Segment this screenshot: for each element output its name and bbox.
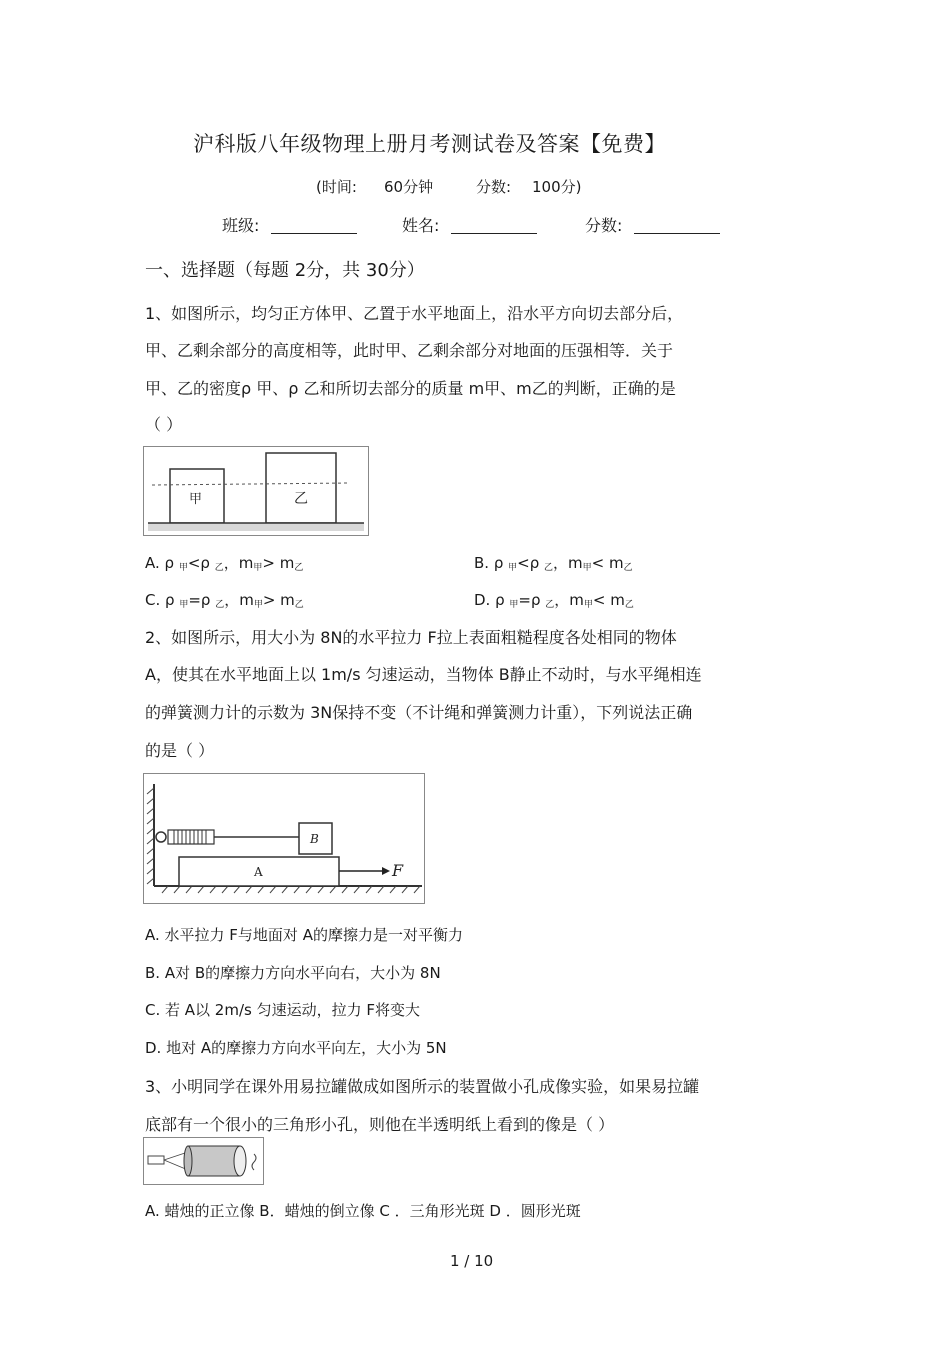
q2-line-4: 的是（ ） bbox=[145, 741, 215, 760]
page-number: 1 / 10 bbox=[450, 1252, 494, 1270]
q1-line-1: 1、如图所示，均匀正方体甲、乙置于水平地面上，沿水平方向切去部分后， bbox=[145, 304, 684, 323]
q2-option-c[interactable]: C. 若 A以 2m/s 匀速运动，拉力 F将变大 bbox=[145, 1001, 420, 1019]
name-field[interactable] bbox=[402, 213, 537, 236]
class-field[interactable] bbox=[222, 213, 357, 236]
q2-line-1: 2、如图所示，用大小为 8N的水平拉力 F拉上表面粗糙程度各处相同的物体 bbox=[145, 628, 677, 647]
score-blank[interactable] bbox=[634, 217, 720, 234]
document-title: 沪科版八年级物理上册月考测试卷及答案【免费】 bbox=[193, 132, 666, 156]
name-blank[interactable] bbox=[451, 217, 537, 234]
time-label: (时间: bbox=[316, 178, 357, 196]
score-label: 分数: bbox=[476, 178, 512, 196]
force-f-label: F bbox=[392, 861, 404, 880]
q2-option-d[interactable]: D. 地对 A的摩擦力方向水平向左，大小为 5N bbox=[145, 1039, 447, 1057]
q1-option-a[interactable]: A. ρ $_甲$<ρ $_乙$，$m_甲> m_乙$ bbox=[145, 554, 304, 573]
q1-option-b[interactable]: B. ρ $_甲$<ρ $_乙$，$m_甲< m_乙$ bbox=[474, 554, 633, 573]
q1-line-4: （ ） bbox=[145, 415, 183, 434]
q2-option-b[interactable]: B. A对 B的摩擦力方向水平向右，大小为 8N bbox=[145, 964, 441, 982]
q2-figure-drawing bbox=[144, 774, 424, 903]
q3-line-1: 3、小明同学在课外用易拉罐做成如图所示的装置做小孔成像实验，如果易拉罐 bbox=[145, 1077, 700, 1096]
q1-figure bbox=[143, 446, 369, 536]
score-field[interactable] bbox=[585, 213, 720, 236]
q3-figure bbox=[143, 1137, 264, 1185]
q3-options[interactable]: A. 蜡烛的正立像 B．蜡烛的倒立像 C ．三角形光斑 D ．圆形光斑 bbox=[145, 1202, 581, 1220]
q1-option-d[interactable]: D. ρ $_甲$=ρ $_乙$，$m_甲< m_乙$ bbox=[474, 591, 634, 610]
q2-line-3: 的弹簧测力计的示数为 3N保持不变（不计绳和弹簧测力计重），下列说法正确 bbox=[145, 703, 693, 722]
q2-option-a[interactable]: A. 水平拉力 F与地面对 A的摩擦力是一对平衡力 bbox=[145, 926, 463, 944]
block-a-label: A bbox=[254, 865, 263, 879]
q1-line-3: 甲、乙的密度ρ 甲、ρ 乙和所切去部分的质量 m甲、m乙的判断，正确的是 bbox=[145, 379, 676, 398]
score-value: 100分) bbox=[532, 178, 582, 196]
q1-figure-drawing bbox=[144, 447, 368, 535]
time-value: 60分钟 bbox=[384, 178, 434, 196]
q2-figure bbox=[143, 773, 425, 904]
q1-line-2: 甲、乙剩余部分的高度相等，此时甲、乙剩余部分对地面的压强相等．关于 bbox=[145, 341, 674, 360]
class-label: 班级: bbox=[222, 216, 260, 235]
q3-figure-drawing bbox=[144, 1138, 263, 1184]
score-field-label: 分数: bbox=[585, 216, 623, 235]
block-b-label: B bbox=[310, 832, 319, 846]
name-label: 姓名: bbox=[402, 216, 440, 235]
q3-line-2: 底部有一个很小的三角形小孔，则他在半透明纸上看到的像是（ ） bbox=[145, 1115, 615, 1134]
block-jia-label: 甲 bbox=[189, 492, 203, 507]
q1-option-c[interactable]: C. ρ $_甲$=ρ $_乙$，$m_甲> m_乙$ bbox=[145, 591, 304, 610]
block-yi-label: 乙 bbox=[294, 491, 308, 507]
q2-line-2: A，使其在水平地面上以 1m/s 匀速运动，当物体 B静止不动时，与水平绳相连 bbox=[145, 665, 702, 684]
section-heading: 一、选择题（每题 2分，共 30分） bbox=[145, 260, 425, 281]
class-blank[interactable] bbox=[271, 217, 357, 234]
